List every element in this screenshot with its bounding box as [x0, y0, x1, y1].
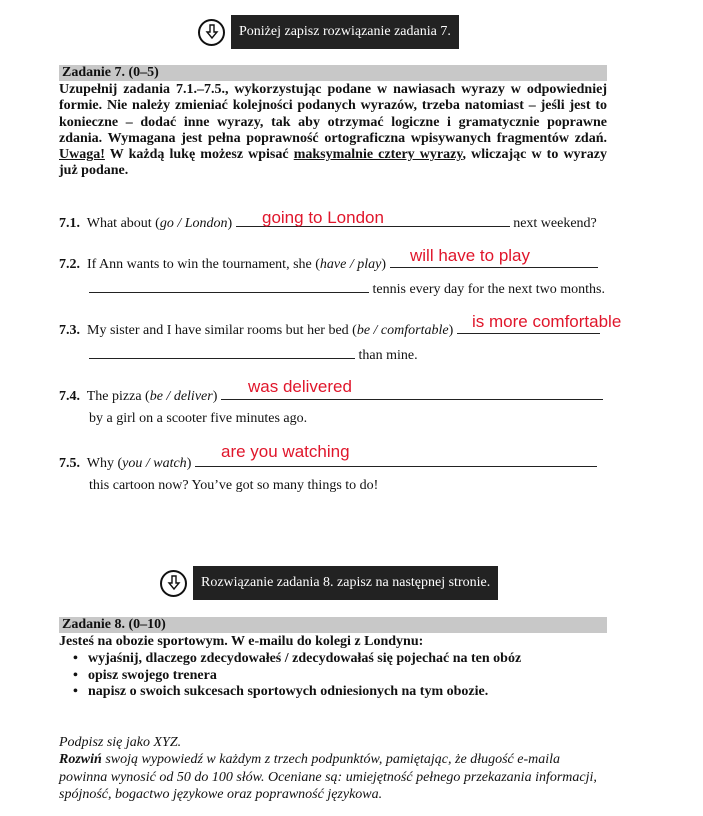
list-item: • opisz swojego trenera	[73, 668, 521, 685]
handwritten-answer: is more comfortable	[472, 312, 622, 331]
item-7-1: 7.1. What about (go / London) next weekend?	[59, 212, 597, 233]
banner-text: Rozwiązanie zadania 8. zapisz na następnej stronie.	[193, 566, 498, 600]
task8-bullet-list	[73, 651, 521, 701]
task7-header: Zadanie 7. (0–5)	[59, 65, 607, 81]
item-7-4-cont: by a girl on a scooter five minutes ago.	[89, 411, 308, 426]
item-7-3: 7.3. My sister and I have similar rooms but her bed (be / comfortable)	[59, 319, 600, 340]
sign-instruction: Podpisz się jako XYZ.	[59, 735, 182, 750]
item-7-2-cont: tennis every day for the next two months.	[89, 278, 605, 299]
answer-line[interactable]	[89, 278, 369, 293]
task8-header: Zadanie 8. (0–10)	[59, 617, 607, 633]
handwritten-answer: going to London	[262, 208, 384, 227]
develop-instruction: Rozwiń swoją wypowiedź w każdym z trzech podpunktów, pamiętając, że długość e-maila powinna wynosić od 50 do 100 słów. Oceniane są: umiejętność pełnego przekazania informacji, spójność, bogactwo językowe oraz poprawność językowa.	[59, 752, 597, 802]
down-arrow-icon	[160, 570, 187, 597]
item-7-5: 7.5. Why (you / watch)	[59, 452, 597, 473]
item-7-4: 7.4. The pizza (be / deliver)	[59, 385, 603, 406]
task8-intro: Jesteś na obozie sportowym. W e-mailu do kolegi z Londynu:	[59, 634, 424, 649]
down-arrow-icon	[198, 19, 225, 46]
handwritten-answer: are you watching	[221, 442, 350, 461]
item-7-5-cont: this cartoon now? You’ve got so many things to do!	[89, 478, 379, 493]
item-7-3-cont: than mine.	[89, 344, 418, 365]
item-7-2: 7.2. If Ann wants to win the tournament, she (have / play)	[59, 253, 598, 274]
list-item: • wyjaśnij, dlaczego zdecydowałeś / zdecydowałaś się pojechać na ten obóz	[73, 651, 521, 668]
task7-instructions: Uzupełnij zadania 7.1.–7.5., wykorzystując podane w nawiasach wyrazy w odpowiedniej formie. Nie należy zmieniać kolejności podanych wyrazów, trzeba natomiast – jeśli jest to konieczne – dodać inne wyrazy, tak aby otrzymać logiczne i gramatycznie poprawne zdania. Wymagana jest pełna poprawność ortograficzna wpisywanych fragmentów zdań. Uwaga! W każdą lukę możesz wpisać maksymalnie cztery wyrazy, wliczając w to wyrazy już podane.	[59, 82, 607, 179]
handwritten-answer: will have to play	[410, 246, 531, 265]
answer-line[interactable]	[89, 344, 355, 359]
list-item: • napisz o swoich sukcesach sportowych odniesionych na tym obozie.	[73, 684, 521, 701]
top-banner	[198, 15, 459, 49]
banner-text: Poniżej zapisz rozwiązanie zadania 7.	[231, 15, 459, 49]
bottom-banner	[160, 566, 498, 600]
handwritten-answer: was delivered	[248, 377, 352, 396]
